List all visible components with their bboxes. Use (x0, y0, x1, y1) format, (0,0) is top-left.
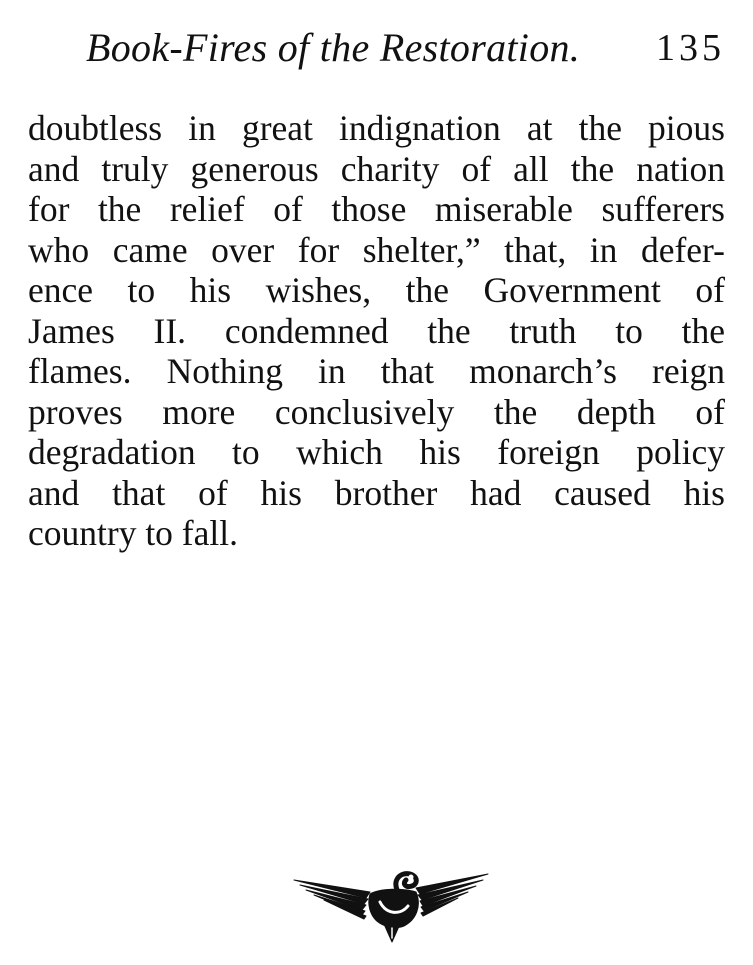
winged-bird-tailpiece-icon (288, 868, 494, 944)
text-line: and truly generous charity of all the nation (28, 148, 725, 189)
running-title: Book-Fires of the Restoration. (86, 25, 581, 70)
text-line: degradation to which his foreign policy (28, 432, 725, 472)
text-line: and that of his brother had caused his (28, 472, 725, 513)
text-line: James II. condemned the truth to the (28, 310, 725, 351)
text-line: proves more conclusively the depth of (28, 391, 725, 432)
text-line: flames. Nothing in that monarch’s reign (28, 351, 725, 391)
page-number: 135 (656, 27, 725, 69)
text-line: for the relief of those miserable sufferers (28, 189, 725, 229)
text-line: country to fall. (28, 513, 238, 553)
running-head (86, 22, 725, 74)
text-line: doubtless in great indignation at the pious (28, 108, 725, 148)
text-line: who came over for shelter,” that, in defer- (28, 229, 725, 270)
body-text (28, 108, 725, 554)
text-line: ence to his wishes, the Government of (28, 270, 725, 310)
